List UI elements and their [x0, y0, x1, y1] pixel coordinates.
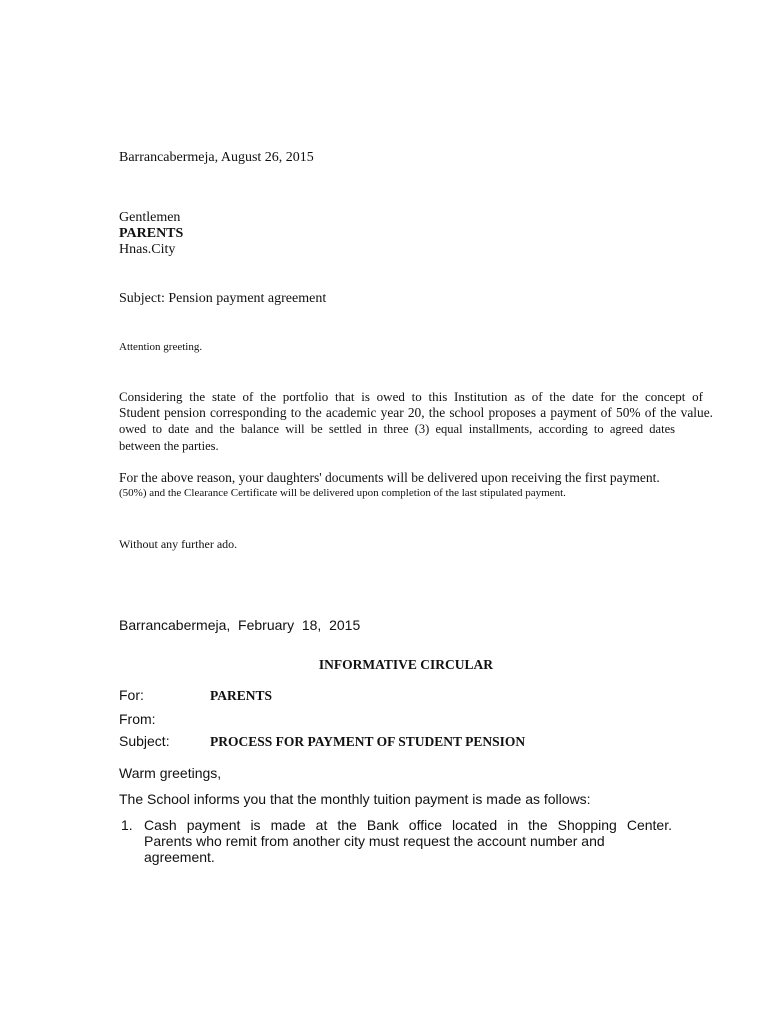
subject-label: Subject:	[119, 733, 170, 749]
letter-place-date: Barrancabermeja, August 26, 2015	[119, 150, 314, 165]
paragraph-2-line-1: For the above reason, your daughters' documents will be delivered upon receiving the first payment.	[119, 470, 660, 485]
list-item-line-3: agreement.	[144, 849, 215, 865]
paragraph-1-line-4: between the parties.	[119, 439, 219, 453]
letter-greeting: Attention greeting.	[119, 341, 203, 353]
subject-value: PROCESS FOR PAYMENT OF STUDENT PENSION	[210, 734, 526, 749]
circular-title: INFORMATIVE CIRCULAR	[318, 657, 494, 672]
recipient-name: PARENTS	[119, 226, 184, 241]
for-value: PARENTS	[210, 688, 273, 703]
circular-greeting: Warm greetings,	[119, 765, 222, 781]
from-label: From:	[119, 711, 156, 727]
recipient-location: Hnas.City	[119, 242, 176, 257]
list-item-number: 1.	[121, 817, 133, 833]
paragraph-2-line-2: (50%) and the Clearance Certificate will be delivered upon completion of the last stipulated payment.	[119, 487, 566, 499]
letter-paragraph-1	[119, 389, 713, 454]
paragraph-1-line-2: Student pension corresponding to the academic year 20, the school proposes a payment of 50% of the value.	[119, 405, 713, 420]
circular-place-date: Barrancabermeja, February 18, 2015	[119, 617, 361, 633]
letter-closing: Without any further ado.	[119, 537, 238, 551]
recipient-salutation: Gentlemen	[119, 210, 181, 225]
circular-intro: The School informs you that the monthly tuition payment is made as follows:	[119, 791, 591, 807]
paragraph-1-line-3: owed to date and the balance will be settled in three (3) equal installments, according to agreed dates	[119, 422, 675, 436]
paragraph-1-line-1: Considering the state of the portfolio that is owed to this Institution as of the date for the concept of	[119, 389, 703, 404]
list-item-line-1: Cash payment is made at the Bank office located in the Shopping Center.	[144, 817, 672, 833]
for-label: For:	[119, 687, 144, 703]
letter-subject: Subject: Pension payment agreement	[119, 291, 327, 306]
list-item-line-2: Parents who remit from another city must request the account number and	[144, 833, 605, 849]
